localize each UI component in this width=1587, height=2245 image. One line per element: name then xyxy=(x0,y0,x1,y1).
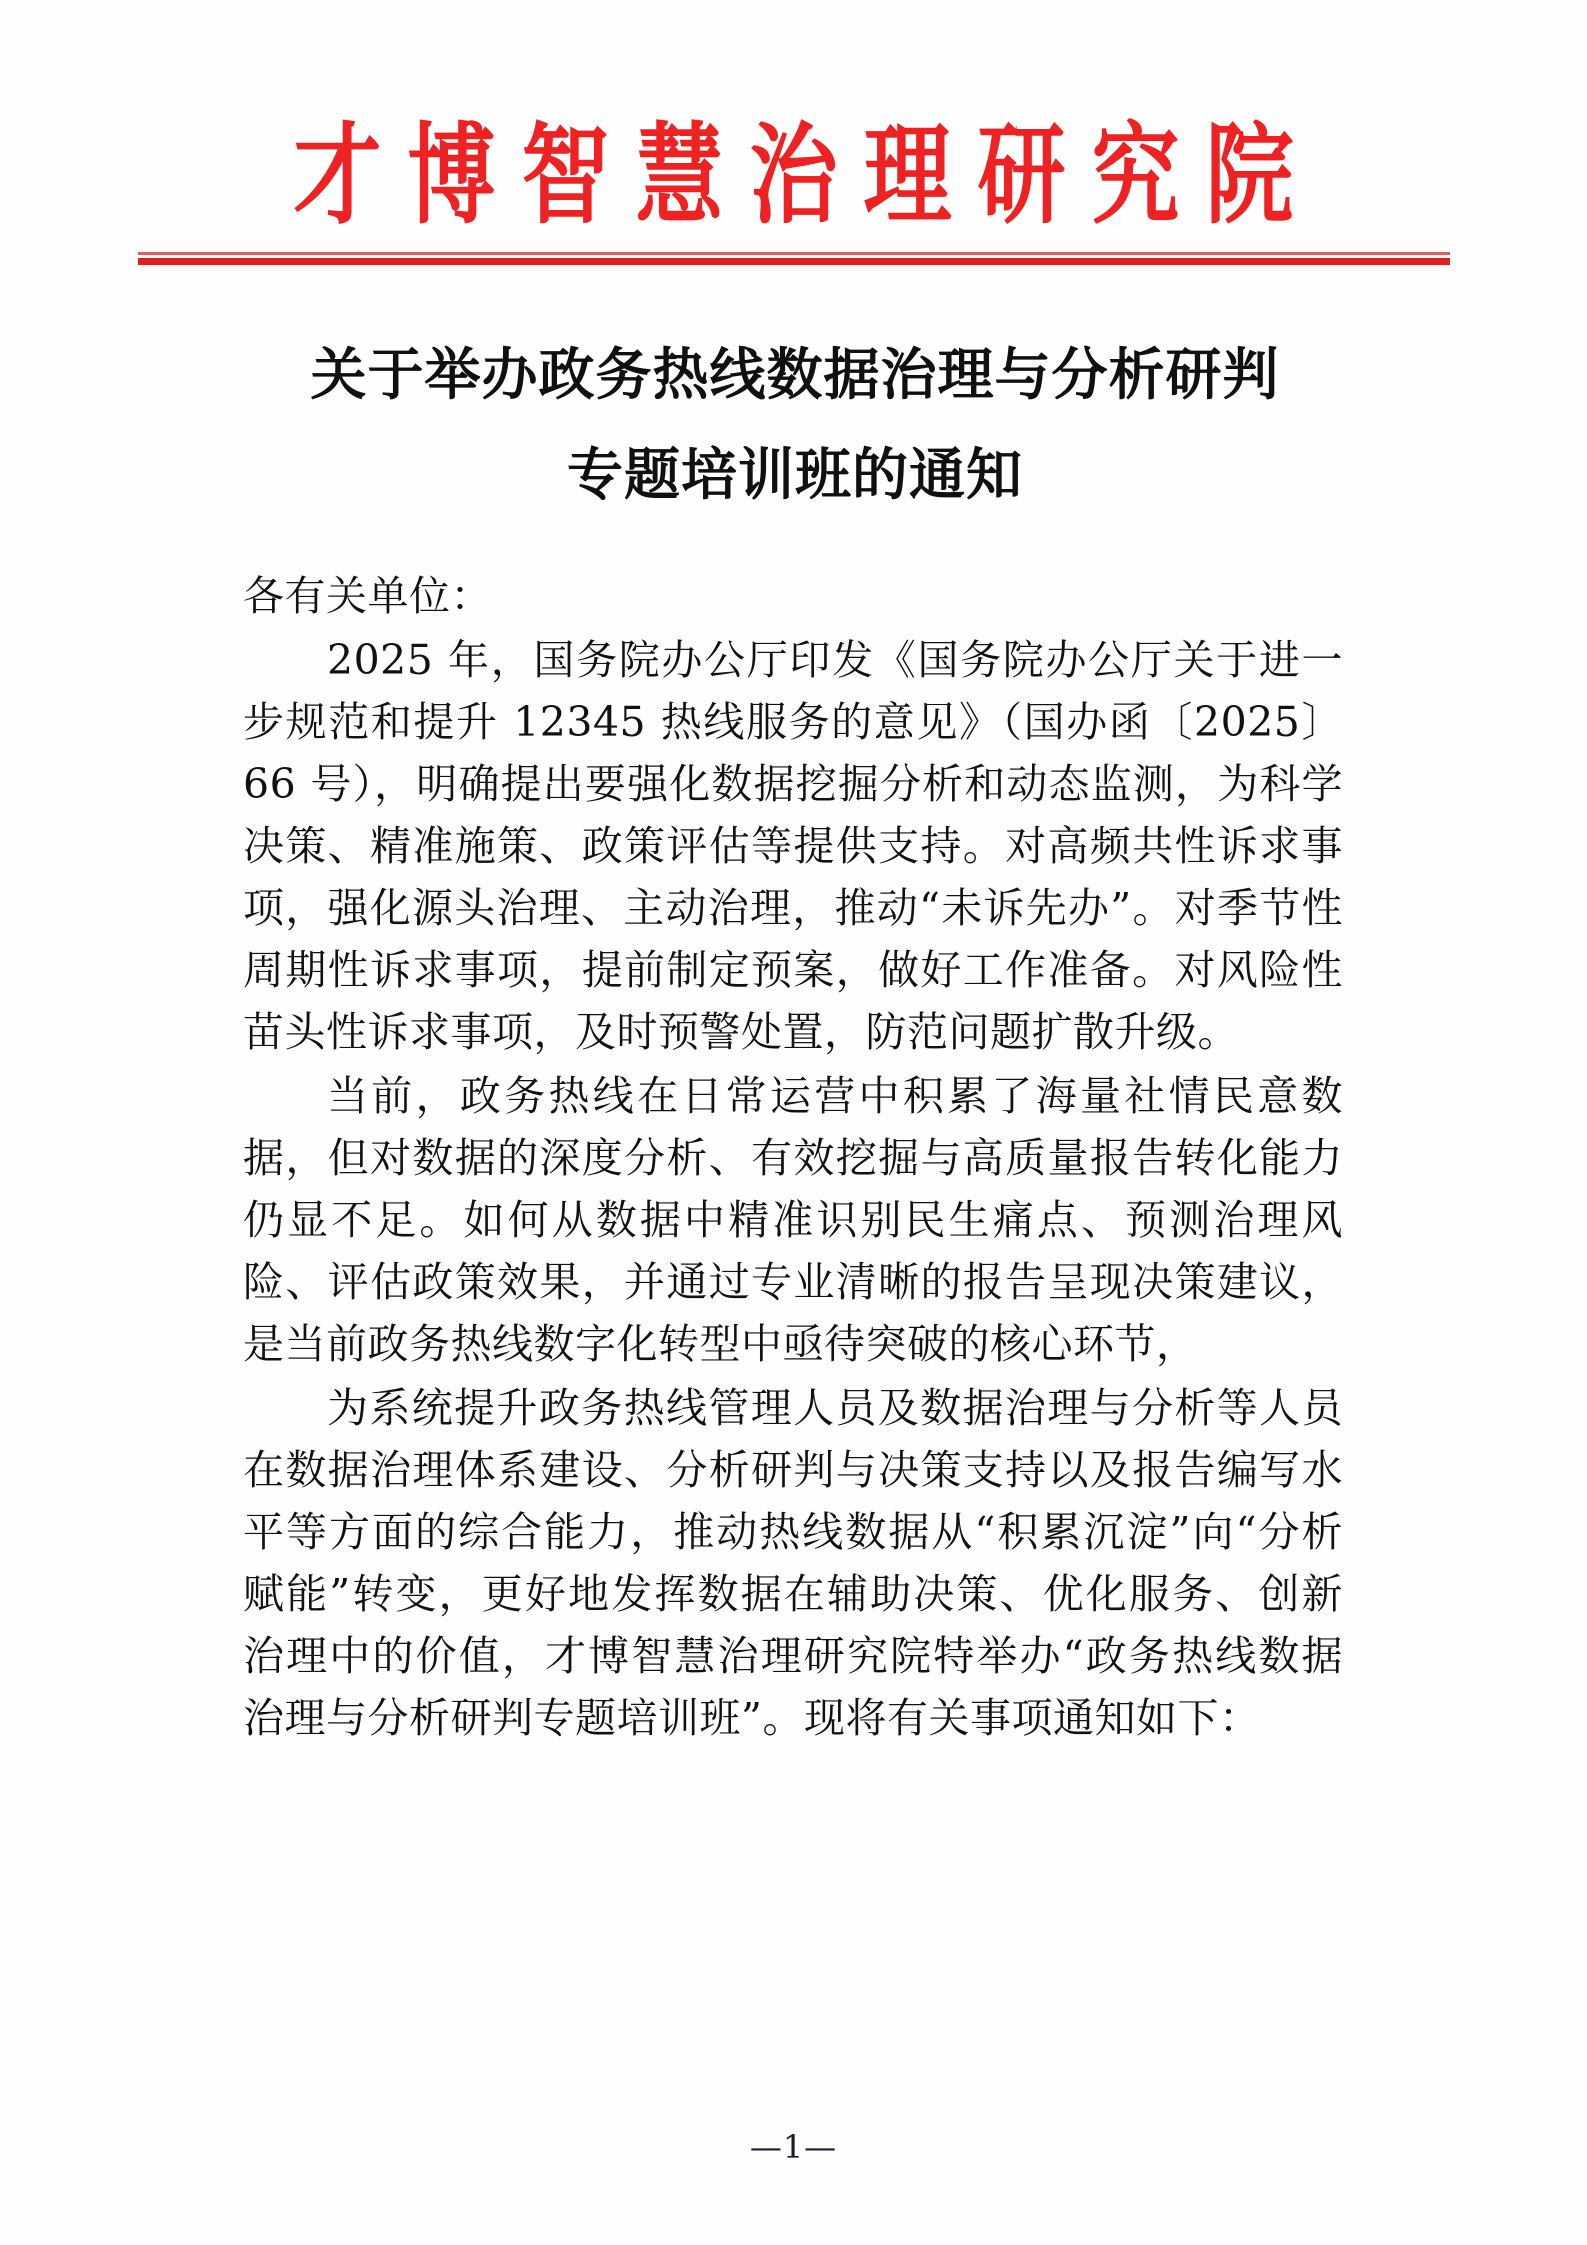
body-paragraph-3: 为系统提升政务热线管理人员及数据治理与分析等人员在数据治理体系建设、分析研判与决策支持以及报告编写水平等方面的综合能力，推动热线数据从“积累沉淀”向“分析赋能”转变，更好地发挥数据在辅助决策、优化服务、创新治理中的价值，才博智慧治理研究院特举办“政务热线数据治理与分析研判专题培训班”。现将有关事项通知如下： xyxy=(243,1384,1343,1742)
page-number: —1— xyxy=(749,2128,838,2166)
letterhead xyxy=(135,110,1452,240)
document-body xyxy=(243,565,1343,1751)
body-paragraph-2: 当前，政务热线在日常运营中积累了海量社情民意数据，但对数据的深度分析、有效挖掘与高质量报告转化能力仍显不足。如何从数据中精准识别民生痛点、预测治理风险、评估政策效果，并通过专业清晰的报告呈现决策建议，是当前政务热线数字化转型中亟待突破的核心环节， xyxy=(243,1072,1343,1368)
document-title xyxy=(180,325,1410,525)
body-salutation: 各有关单位： xyxy=(243,572,492,620)
letterhead-organization-name: 才博智慧治理研究院 xyxy=(293,110,1320,240)
body-paragraph-1: 2025 年，国务院办公厅印发《国务院办公厅关于进一步规范和提升 12345 热线服务的意见》（国办函〔2025〕66 号），明确提出要强化数据挖掘分析和动态监测，为科学决策、精准施策、政策评估等提供支持。对高频共性诉求事项，强化源头治理、主动治理，推动“未诉先办”。对季节性周期性诉求事项，提前制定预案，做好工作准备。对风险性苗头性诉求事项，及时预警处置，防范问题扩散升级。 xyxy=(243,636,1343,1056)
letterhead-red-rule xyxy=(138,252,1450,265)
red-rule-thick-line xyxy=(138,258,1450,265)
document-title-line-1: 关于举办政务热线数据治理与分析研判 xyxy=(310,342,1280,408)
document-title-line-2: 专题培训班的通知 xyxy=(567,442,1023,508)
